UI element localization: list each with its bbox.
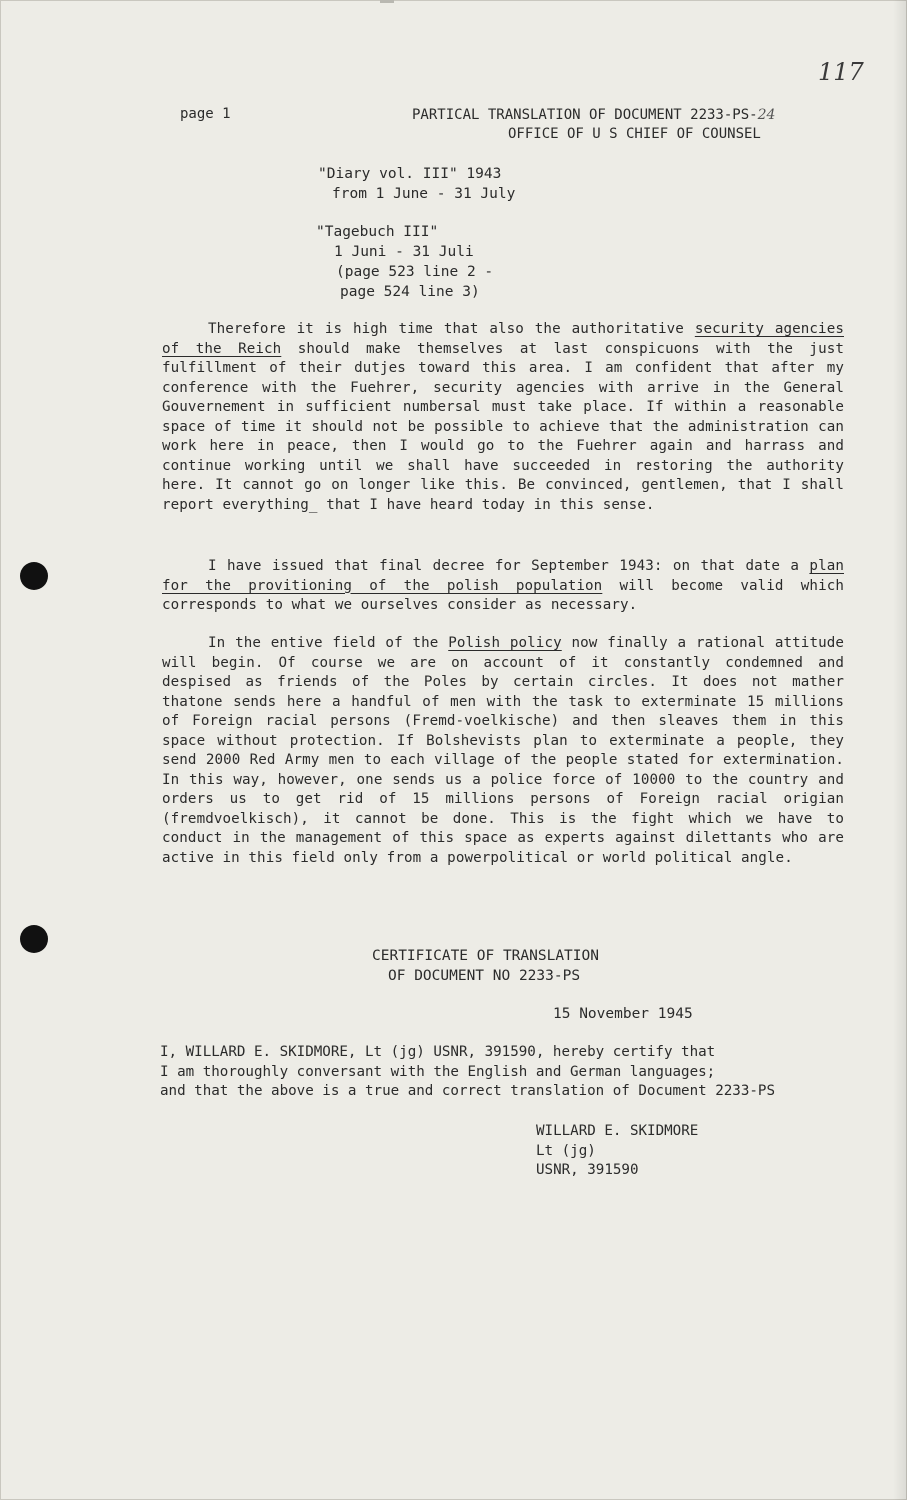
underlined-phrase: plan for the provitioning of the polish population [162,558,844,594]
page-label: page 1 [180,106,231,122]
title-line-2: OFFICE OF U S CHIEF OF COUNSEL [508,126,761,142]
tagebuch-reference [316,222,493,302]
signature-service: USNR, 391590 [536,1162,639,1178]
diary-line-2: from 1 June - 31 July [332,186,516,202]
handwritten-document-suffix: 24 [757,107,776,123]
signature-rank: Lt (jg) [536,1142,596,1159]
tagebuch-line-1: "Tagebuch III" [316,224,439,240]
punch-hole [20,562,48,590]
page-edge-shadow [893,0,907,1500]
paragraph-decree [162,557,844,616]
certificate-line-3: and that the above is a true and correct translation of Document 2233-PS [160,1083,775,1099]
paragraph-security-agencies [162,320,844,515]
paragraph-segment: In the entive field of the [208,635,449,651]
diary-line-1: "Diary vol. III" 1943 [318,166,502,182]
certificate-line-2: I am thoroughly conversant with the English and German languages; [160,1063,716,1080]
paragraph-segment: I have issued that final decree for September 1943: on that date a [208,558,810,574]
underlined-phrase: security agencies of the Reich [162,321,844,357]
certificate-title-line-1: CERTIFICATE OF TRANSLATION [372,948,599,964]
tagebuch-line-2: 1 Juni - 31 Juli [334,244,474,260]
paragraph-segment: now finally a rational attitude will begin. Of course we are on account of it constantly condemned and despised as friends of the Poles by certain circles. It does not mather thatone sends here a handful of men with the task to exterminate 15 millions of Foreign racial persons (Fremd-voelkische) and then sleaves them in this space without protection. If Bolshevists plan to exterminate a people, they send 2000 Red Army men to each village of the people stated for extermination. In this way, however, one sends us a police force of 10000 to the country and orders us to get rid of 15 millions persons of Foreign racial origian (fremdvoelkisch), it cannot be done. This is the fight which we have to conduct in the management of this space as experts against dilettants who are active in this field only from a powerpolitical or world political angle. [162,635,845,866]
certificate-text [160,1043,860,1102]
signature-name: WILLARD E. SKIDMORE [536,1123,699,1139]
punch-hole [20,925,48,953]
document-title [412,106,882,144]
certificate-title-line-2: OF DOCUMENT NO 2233-PS [388,968,581,984]
handwritten-page-number: 117 [818,58,864,86]
title-line-1: PARTICAL TRANSLATION OF DOCUMENT 2233-PS- [412,107,758,123]
certificate-title [372,946,672,986]
tagebuch-line-4: page 524 line 3) [340,284,480,300]
paragraph-text [162,557,844,616]
diary-reference [318,164,515,204]
tagebuch-line-3: (page 523 line 2 - [336,264,494,280]
paragraph-text [162,320,844,515]
paragraph-text [162,634,844,868]
underlined-phrase: Polish policy [448,635,562,651]
signature-block [536,1122,698,1181]
certificate-line-1: I, WILLARD E. SKIDMORE, Lt (jg) USNR, 391590, hereby certify that [160,1044,716,1060]
scan-mark [380,0,394,3]
certificate-date: 15 November 1945 [553,1006,693,1022]
paragraph-polish-policy [162,634,844,868]
paragraph-segment: will become valid which corresponds to what we ourselves consider as necessary. [162,577,844,613]
paragraph-segment: Therefore it is high time that also the authoritative [208,321,695,337]
paragraph-segment: should make themselves at last conspicuons with the just fulfillment of their dutjes toward this area. I am confident that after my conference with the Fuehrer, security agencies with arrive in the General Gouvernement in sufficient numbersal must take place. If within a reasonable space of time it should not be possible to achieve that the administration can work here in peace, then I would go to the Fuehrer again and harrass and continue working until we shall have succeeded in restoring the authority here. It cannot go on longer like this. Be convinced, gentlemen, that I shall report everything_ that I have heard today in this sense. [162,340,845,513]
